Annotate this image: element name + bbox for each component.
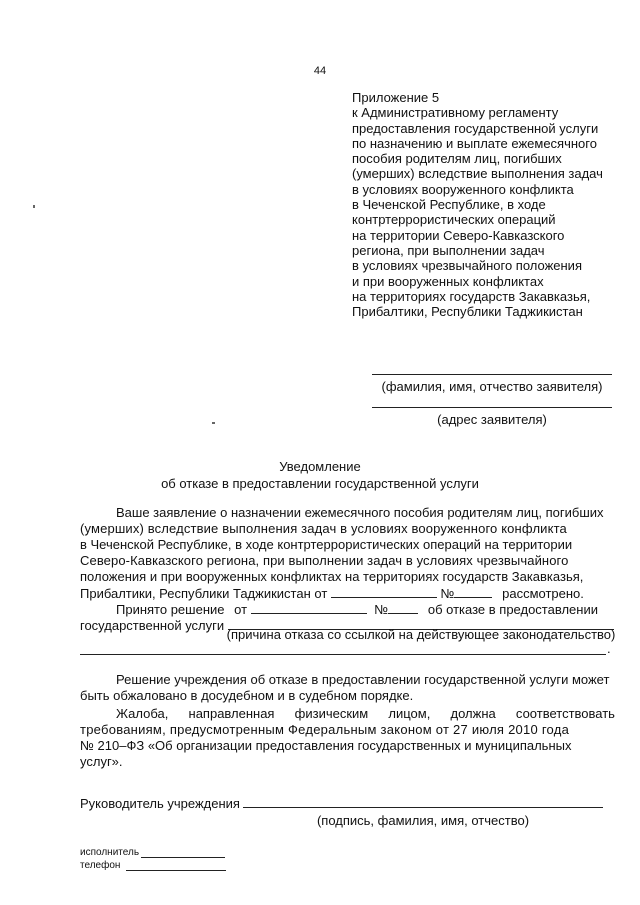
reason-caption: (причина отказа со ссылкой на действующее законодательство) — [226, 627, 616, 642]
number-sign: № — [440, 586, 455, 601]
appendix-line: в условиях вооруженного конфликта — [352, 181, 574, 197]
paragraph-line — [80, 585, 615, 602]
appendix-line: на территориях государств Закавказья, — [352, 288, 591, 304]
phone-line[interactable] — [126, 870, 226, 871]
paragraph-line: быть обжаловано в досудебном и в судебном порядке. — [80, 688, 414, 703]
paragraph-word: Жалоба, — [116, 706, 169, 721]
complaint-paragraph — [80, 706, 615, 770]
appendix-line: (умерших) вследствие выполнения задач — [352, 166, 603, 182]
signature-label: Руководитель учреждения — [80, 796, 240, 811]
paragraph-line: услуг». — [80, 754, 123, 769]
paragraph-word: физическим — [294, 706, 369, 721]
page-number: 44 — [313, 65, 327, 77]
paragraph-word: направленная — [188, 706, 275, 721]
paragraph-word: должна — [450, 706, 496, 721]
appendix-line: контртеррористических операций — [352, 212, 556, 228]
paragraph-text: Прибалтики, Республики Таджикистан от — [80, 586, 328, 601]
appendix-line: предоставления государственной услуги — [352, 120, 599, 136]
paragraph-line: (умерших) вследствие выполнения задач в условиях вооруженного конфликта — [80, 521, 567, 536]
decision-number-field[interactable] — [388, 601, 418, 614]
paragraph-text: об отказе в предоставлении — [427, 602, 598, 617]
appendix-line: по назначению и выплате ежемесячного — [352, 135, 597, 151]
appendix-line: пособия родителям лиц, погибших — [352, 151, 562, 167]
paragraph-line: Ваше заявление о назначении ежемесячного пособия родителям лиц, погибших — [116, 505, 604, 520]
appendix-line: в Чеченской Республике, в ходе — [352, 197, 546, 213]
scan-mark — [33, 205, 35, 208]
reason-period: . — [607, 641, 611, 656]
number-sign: № — [374, 602, 389, 617]
executor-label: исполнитель — [80, 847, 140, 858]
phone-label: телефон — [80, 860, 121, 871]
appendix-line: к Административному регламенту — [352, 105, 559, 121]
paragraph-line: в Чеченской Республике, в ходе контртеррористических операций на территории — [80, 537, 573, 552]
applicant-name-caption: (фамилия, имя, отчество заявителя) — [381, 379, 603, 394]
paragraph-word: лицом, — [388, 706, 431, 721]
paragraph-text: рассмотрено. — [502, 586, 584, 601]
paragraph-line — [80, 706, 615, 722]
applicant-name-line[interactable] — [372, 374, 612, 375]
decision-date-field[interactable] — [251, 601, 367, 614]
paragraph-line — [80, 601, 615, 618]
application-number-field[interactable] — [454, 585, 492, 598]
application-paragraph — [80, 505, 615, 602]
appendix-line: на территории Северо-Кавказского — [352, 227, 565, 243]
appendix-line: региона, при выполнении задач — [352, 242, 545, 258]
application-date-field[interactable] — [331, 585, 437, 598]
paragraph-text: Принято решение — [116, 602, 225, 617]
notice-subtitle: об отказе в предоставлении государственной услуги — [161, 476, 479, 491]
executor-line[interactable] — [141, 857, 225, 858]
signature-caption: (подпись, фамилия, имя, отчество) — [316, 813, 530, 828]
notice-title: Уведомление — [279, 459, 361, 474]
paragraph-text: от — [234, 602, 248, 617]
appendix-line: в условиях чрезвычайного положения — [352, 258, 582, 274]
applicant-address-caption: (адрес заявителя) — [437, 412, 547, 427]
applicant-address-line[interactable] — [372, 407, 612, 408]
appendix-line: и при вооруженных конфликтах — [352, 273, 544, 289]
scan-mark — [212, 422, 215, 424]
paragraph-line: Решение учреждения об отказе в предоставлении государственной услуги может — [116, 672, 610, 687]
paragraph-word: соответствовать — [515, 706, 615, 721]
appendix-header — [352, 90, 637, 319]
paragraph-line: Северо-Кавказского региона, при выполнении задач в условиях чрезвычайного — [80, 553, 569, 568]
reason-line-2[interactable] — [80, 654, 606, 655]
paragraph-text: государственной услуги — [80, 618, 225, 633]
paragraph-line: требованиям, предусмотренным Федеральным законом от 27 июля 2010 года — [80, 722, 570, 737]
paragraph-line: положения и при вооруженных конфликтах на территориях государств Закавказья, — [80, 569, 584, 584]
appendix-line: Прибалтики, Республики Таджикистан — [352, 304, 583, 320]
appeal-paragraph — [80, 672, 615, 704]
appendix-line: Приложение 5 — [352, 90, 440, 105]
paragraph-line: № 210–ФЗ «Об организации предоставления государственных и муниципальных — [80, 738, 572, 753]
signature-line[interactable] — [243, 807, 603, 808]
